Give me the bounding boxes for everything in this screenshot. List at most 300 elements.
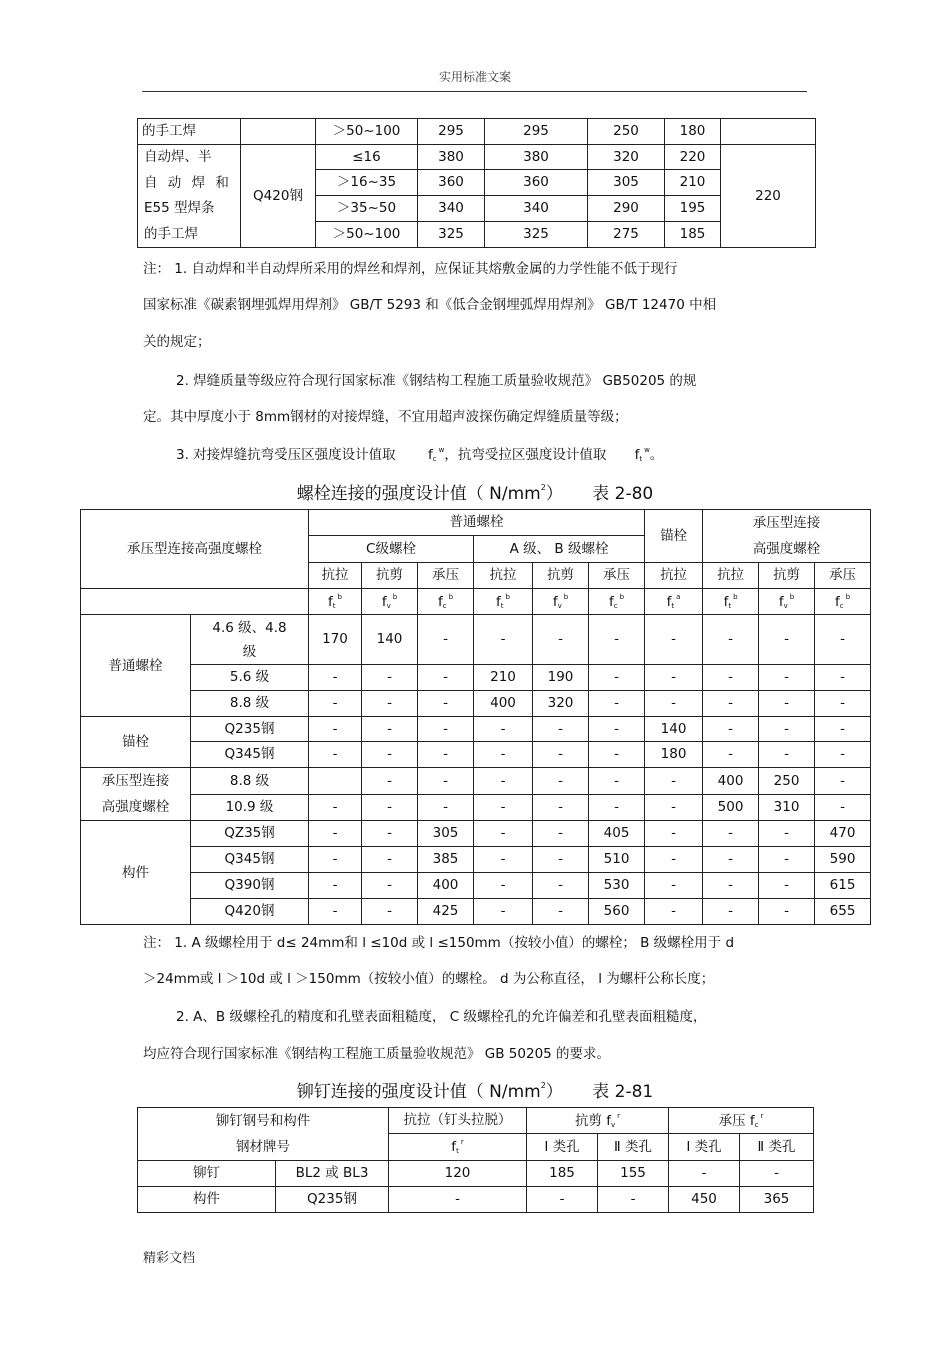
tension-header: 抗拉 — [309, 563, 362, 589]
bolt-value-cell: - — [703, 899, 759, 925]
f-subscript: c — [442, 601, 447, 610]
rivet-shear-header — [527, 1108, 669, 1134]
rivet-bearing-header — [669, 1108, 814, 1134]
f-symbol: f — [778, 593, 784, 610]
f-symbol: f — [437, 593, 443, 610]
bolt-value-cell: 655 — [815, 899, 871, 925]
strength-symbol-cell — [418, 589, 474, 615]
f-subscript: v — [783, 601, 788, 610]
weld-value-cell: 340 — [418, 196, 485, 222]
header-rule — [142, 91, 807, 92]
rivet-bearing-label: 承压 f — [718, 1112, 755, 1129]
rivet-strength-table — [137, 1107, 814, 1213]
bolt-value-cell: 510 — [589, 847, 645, 873]
bolt-value-cell: 180 — [645, 742, 703, 768]
f-superscript: a — [676, 592, 681, 601]
f-subscript: c — [754, 1120, 759, 1129]
weld-method-line: 自 动 焊 和 — [144, 174, 232, 191]
bolt-value-cell: - — [362, 794, 418, 821]
bolt-value-cell: - — [645, 691, 703, 717]
weld-method-group-cell — [138, 145, 241, 248]
bolt-value-cell: - — [362, 873, 418, 899]
bolt-value-cell: - — [703, 665, 759, 691]
bolt-grade-cell: 5.6 级 — [191, 665, 309, 691]
weld-strength-table — [137, 118, 816, 248]
bolt-table-row — [81, 768, 871, 795]
weld-method-cell: 的手工焊 — [138, 119, 241, 145]
bolt-corner-header: 承压型连接高强度螺栓 — [81, 510, 309, 589]
bolt-value-cell: - — [645, 899, 703, 925]
bolt-value-cell: - — [474, 794, 533, 821]
weld-value-cell: 275 — [588, 222, 665, 248]
bolt-value-cell: - — [589, 742, 645, 768]
bolt-value-cell: - — [645, 873, 703, 899]
bolt-table-caption — [0, 479, 950, 504]
strength-symbol-cell — [703, 589, 759, 615]
f-subscript: v — [386, 601, 391, 610]
bolt-caption-sup: 2 — [540, 483, 546, 492]
bolt-value-cell: - — [645, 768, 703, 795]
f-symbol: f — [835, 593, 840, 610]
f-symbol: f — [451, 1139, 457, 1156]
strength-symbol-cell — [474, 589, 533, 615]
bolt-value-cell: - — [533, 768, 589, 795]
bolt-value-cell: - — [362, 768, 418, 795]
bolt-caption-close: ） — [545, 484, 563, 504]
bolt-value-cell: - — [474, 717, 533, 742]
bolt-grade-cell: Q345钢 — [191, 847, 309, 873]
bolt-value-cell: - — [533, 615, 589, 665]
rivet-corner-line: 钢材牌号 — [236, 1139, 290, 1155]
bolt-value-cell: 170 — [309, 615, 362, 665]
weld-note-1a: 注： 1. 自动焊和半自动焊所采用的焊丝和焊剂，应保证其熔敷金属的力学性能不低于现行 — [143, 261, 678, 277]
bolt-table-row — [81, 665, 871, 691]
bolt-value-cell: 140 — [645, 717, 703, 742]
bolt-value-cell: - — [474, 742, 533, 768]
bolt-value-cell: - — [589, 768, 645, 795]
bolt-value-cell: - — [309, 847, 362, 873]
f-superscript: r — [460, 1138, 464, 1147]
weld-value-cell: 340 — [485, 196, 588, 222]
f-subscript: t — [500, 601, 504, 610]
bolt-value-cell: - — [703, 615, 759, 665]
bolt-value-cell: - — [759, 717, 815, 742]
bolt-value-cell: - — [759, 873, 815, 899]
weld-value-cell: 180 — [665, 119, 721, 145]
bolt-group-cell — [81, 717, 191, 768]
bolt-grade-cell: 8.8 级 — [191, 768, 309, 795]
f-subscript: t — [639, 455, 643, 463]
rivet-row-grade: Q235钢 — [276, 1187, 389, 1213]
strength-symbol-cell — [309, 589, 362, 615]
f-symbol: f — [552, 593, 558, 610]
bolt-value-cell: - — [815, 794, 871, 821]
symbol-row — [81, 589, 871, 615]
f-superscript: b — [337, 592, 342, 601]
weld-thickness-cell: ＞16~35 — [316, 170, 418, 196]
f-superscript: r — [617, 1111, 621, 1120]
f-superscript: b — [448, 592, 454, 601]
symbol-row-corner — [81, 589, 309, 615]
bolt-group-label: 承压型连接 — [101, 773, 170, 789]
bolt-value-cell: - — [759, 821, 815, 847]
bolt-value-cell: - — [362, 717, 418, 742]
bearing-header: 承压 — [418, 563, 474, 589]
weld-value-cell: 305 — [588, 170, 665, 196]
rivet-value-cell: - — [527, 1187, 598, 1213]
bolt-note-1a: 注： 1. A 级螺栓用于 d≤ 24mm和 l ≤10d 或 l ≤150mm（按较小值）的螺栓； B 级螺栓用于 d — [143, 935, 735, 951]
rivet-value-cell: 185 — [527, 1161, 598, 1187]
rivet-corner-header — [138, 1108, 389, 1161]
bolt-value-cell: 405 — [589, 821, 645, 847]
tension-header: 抗拉 — [474, 563, 533, 589]
bolt-value-cell: - — [309, 691, 362, 717]
f-superscript: b — [733, 592, 738, 601]
tension-header: 抗拉 — [645, 563, 703, 589]
rivet-tension-symbol — [389, 1133, 527, 1160]
bolt-value-cell: - — [362, 821, 418, 847]
rivet-caption-sup: 2 — [540, 1081, 546, 1090]
shear-header: 抗剪 — [759, 563, 815, 589]
bolt-value-cell: 530 — [589, 873, 645, 899]
bolt-group-cell — [81, 768, 191, 821]
f-symbol: f — [723, 593, 729, 610]
strength-symbol-cell — [759, 589, 815, 615]
f-superscript: w — [644, 446, 650, 454]
bolt-value-cell: - — [309, 821, 362, 847]
bolt-group-label: 高强度螺栓 — [101, 799, 170, 815]
bolt-table-row — [81, 691, 871, 717]
ab-grade-header: A 级、 B 级螺栓 — [474, 535, 645, 562]
bolt-table-row — [81, 873, 871, 899]
bolt-value-cell: 400 — [418, 873, 474, 899]
bolt-table-row — [81, 615, 871, 665]
bolt-value-cell: 560 — [589, 899, 645, 925]
weld-steel-cell — [241, 119, 316, 145]
bearing-header: 承压 — [815, 563, 871, 589]
bolt-strength-table — [80, 509, 871, 925]
bolt-value-cell: 425 — [418, 899, 474, 925]
rivet-value-cell: - — [669, 1161, 740, 1187]
bolt-value-cell: - — [533, 742, 589, 768]
weld-note-1b: 国家标准《碳素钢埋弧焊用焊剂》 GB/T 5293 和《低合金钢埋弧焊用焊剂》 GB/T 12470 中相 — [143, 297, 717, 313]
bolt-group-cell — [81, 615, 191, 717]
bolt-value-cell: 140 — [362, 615, 418, 665]
c-grade-header: C级螺栓 — [309, 535, 474, 562]
bolt-value-cell: - — [418, 615, 474, 665]
f-symbol: f — [381, 593, 387, 610]
bolt-caption-text: 螺栓连接的强度设计值（ N/mm — [296, 484, 541, 504]
bolt-value-cell: - — [815, 691, 871, 717]
bolt-value-cell: - — [418, 794, 474, 821]
bolt-value-cell: - — [418, 717, 474, 742]
bolt-value-cell: - — [309, 742, 362, 768]
bolt-value-cell: 250 — [759, 768, 815, 795]
rivet-row-grade: BL2 或 BL3 — [276, 1161, 389, 1187]
bolt-value-cell: - — [533, 821, 589, 847]
bolt-value-cell: - — [815, 717, 871, 742]
f-subscript: c — [839, 601, 844, 610]
bolt-note-2b: 均应符合现行国家标准《钢结构工程施工质量验收规范》 GB 50205 的要求。 — [143, 1046, 611, 1062]
strength-symbol-cell — [815, 589, 871, 615]
weld-thickness-cell: ≤16 — [316, 145, 418, 170]
f-symbol: f — [608, 593, 614, 610]
weld-value-cell: 325 — [485, 222, 588, 248]
anchor-bolt-header: 锚栓 — [645, 510, 703, 563]
hs-header-line: 承压型连接 — [752, 515, 821, 531]
rivet-value-cell: 155 — [598, 1161, 669, 1187]
f-subscript: t — [332, 601, 336, 610]
bolt-value-cell: - — [362, 742, 418, 768]
bolt-value-cell: 590 — [815, 847, 871, 873]
weld-note-3 — [176, 443, 663, 463]
bolt-grade-cell: QZ35钢 — [191, 821, 309, 847]
hole-class-1-header: Ⅰ 类孔 — [527, 1133, 598, 1160]
bolt-value-cell: - — [815, 665, 871, 691]
weld-thickness-cell: ＞35~50 — [316, 196, 418, 222]
rivet-row-name: 构件 — [138, 1187, 276, 1213]
bearing-header: 承压 — [589, 563, 645, 589]
weld-value-cell: 210 — [665, 170, 721, 196]
bolt-value-cell: - — [418, 691, 474, 717]
rivet-shear-label: 抗剪 f — [574, 1112, 611, 1129]
f-superscript: b — [619, 592, 625, 601]
bolt-value-cell: - — [474, 847, 533, 873]
ordinary-bolt-header: 普通螺栓 — [309, 510, 645, 536]
bolt-value-cell: 320 — [533, 691, 589, 717]
bolt-value-cell: 190 — [533, 665, 589, 691]
weld-method-line: 的手工焊 — [144, 225, 198, 242]
f-superscript: r — [760, 1111, 764, 1120]
bolt-value-cell: - — [533, 717, 589, 742]
bolt-value-cell: - — [645, 847, 703, 873]
f-subscript: c — [432, 455, 437, 463]
rivet-corner-line: 铆钉钢号和构件 — [215, 1113, 311, 1129]
rivet-caption-text: 铆钉连接的强度设计值（ N/mm — [296, 1082, 541, 1102]
rivet-value-cell: - — [598, 1187, 669, 1213]
bolt-value-cell: - — [533, 873, 589, 899]
bolt-table-row — [81, 742, 871, 768]
bolt-value-cell: - — [309, 899, 362, 925]
weld-value-cell: 250 — [588, 119, 665, 145]
f-subscript: t — [456, 1147, 459, 1156]
bolt-value-cell: - — [309, 665, 362, 691]
bolt-grade-cell: Q390钢 — [191, 873, 309, 899]
bolt-value-cell: - — [759, 742, 815, 768]
weld-value-group-cell: 220 — [721, 145, 816, 248]
bolt-table-row — [81, 899, 871, 925]
bolt-value-cell: - — [474, 873, 533, 899]
strength-symbol-cell — [645, 589, 703, 615]
tension-header: 抗拉 — [703, 563, 759, 589]
bolt-table-row — [81, 717, 871, 742]
bolt-value-cell: 305 — [418, 821, 474, 847]
rivet-tension-header: 抗拉（钉头拉脱） — [389, 1108, 527, 1134]
bolt-value-cell: 400 — [474, 691, 533, 717]
bolt-group-label: 普通螺栓 — [108, 657, 163, 674]
bolt-value-cell: - — [645, 794, 703, 821]
bolt-grade-cell: 4.6 级、4.8 级 — [191, 615, 309, 665]
bolt-value-cell: - — [362, 691, 418, 717]
weld-note-3-text: 3. 对接焊缝抗弯受压区强度设计值取 — [176, 447, 396, 463]
weld-note-2b: 定。其中厚度小于 8mm钢材的对接焊缝，不宜用超声波探伤确定焊缝质量等级； — [143, 409, 628, 425]
bolt-value-cell: 210 — [474, 665, 533, 691]
bolt-value-cell: - — [533, 847, 589, 873]
weld-value-cell: 220 — [665, 145, 721, 170]
bolt-value-cell: - — [309, 794, 362, 821]
strength-symbol-cell — [362, 589, 418, 615]
bolt-value-cell: - — [474, 768, 533, 795]
weld-value-cell: 195 — [665, 196, 721, 222]
bolt-value-cell: - — [362, 665, 418, 691]
bolt-value-cell: 400 — [703, 768, 759, 795]
bolt-value-cell: - — [474, 821, 533, 847]
f-superscript: w — [438, 446, 445, 454]
bolt-value-cell: 500 — [703, 794, 759, 821]
bolt-value-cell: - — [589, 794, 645, 821]
bolt-grade-cell: 8.8 级 — [191, 691, 309, 717]
f-symbol: f — [427, 447, 433, 463]
weld-value-cell: 360 — [485, 170, 588, 196]
hole-class-1-header: Ⅰ 类孔 — [669, 1133, 740, 1160]
f-symbol: f — [328, 593, 333, 610]
f-superscript: b — [563, 592, 569, 601]
bolt-value-cell: - — [418, 768, 474, 795]
bolt-value-cell: - — [589, 691, 645, 717]
rivet-caption-number: 表 2-81 — [592, 1082, 654, 1102]
bolt-value-cell: - — [703, 691, 759, 717]
f-symbol: f — [666, 593, 672, 610]
bolt-value-cell: - — [759, 691, 815, 717]
hole-class-2-header: Ⅱ 类孔 — [740, 1133, 814, 1160]
weld-steel-group-cell: Q420钢 — [241, 145, 316, 248]
bolt-group-label: 构件 — [122, 864, 149, 881]
bolt-value-cell: - — [815, 742, 871, 768]
rivet-value-cell: - — [740, 1161, 814, 1187]
f-superscript: b — [505, 592, 510, 601]
bolt-value-cell: - — [362, 847, 418, 873]
bolt-value-cell: - — [533, 899, 589, 925]
bolt-value-cell: - — [589, 615, 645, 665]
bolt-note-1b: ＞24mm或 l ＞10d 或 l ＞150mm（按较小值）的螺栓。 d 为公称直径， l 为螺杆公称长度； — [143, 971, 715, 987]
weld-value-cell — [721, 119, 816, 145]
bolt-table-row — [81, 794, 871, 821]
weld-value-cell: 295 — [418, 119, 485, 145]
bolt-grade-cell: 10.9 级 — [191, 794, 309, 821]
bolt-value-cell: 470 — [815, 821, 871, 847]
bolt-group-label: 锚栓 — [122, 734, 149, 750]
f-subscript: v — [557, 601, 562, 610]
f-subscript: t — [671, 601, 675, 610]
shear-header: 抗剪 — [533, 563, 589, 589]
rivet-value-cell: 450 — [669, 1187, 740, 1213]
bolt-value-cell — [309, 768, 362, 795]
weld-note-1c: 关的规定； — [143, 334, 211, 350]
weld-thickness-cell: ＞50~100 — [316, 222, 418, 248]
f-symbol: f — [496, 593, 501, 610]
rivet-value-cell: 120 — [389, 1161, 527, 1187]
hole-class-2-header: Ⅱ 类孔 — [598, 1133, 669, 1160]
bolt-value-cell: - — [759, 615, 815, 665]
bolt-value-cell: - — [703, 821, 759, 847]
bolt-value-cell: - — [759, 665, 815, 691]
weld-note-3-mid: ，抗弯受拉区强度设计值取 — [444, 447, 607, 463]
bolt-value-cell: 615 — [815, 873, 871, 899]
f-symbol: f — [634, 447, 640, 463]
bolt-value-cell: - — [474, 615, 533, 665]
rivet-value-cell: 365 — [740, 1187, 814, 1213]
weld-note-3-end: 。 — [649, 447, 664, 463]
bolt-value-cell: - — [703, 873, 759, 899]
shear-header: 抗剪 — [362, 563, 418, 589]
bolt-grade-cell: Q345钢 — [191, 742, 309, 768]
weld-method-line: E55 型焊条 — [144, 200, 215, 216]
bolt-value-cell: - — [759, 899, 815, 925]
bolt-value-cell: - — [589, 665, 645, 691]
bolt-caption-number: 表 2-80 — [592, 484, 654, 504]
rivet-table-caption — [0, 1077, 950, 1102]
bolt-value-cell: - — [703, 742, 759, 768]
f-subscript: c — [613, 601, 618, 610]
page-header: 实用标准文案 — [438, 70, 511, 84]
bolt-value-cell: - — [645, 615, 703, 665]
hs-header-line: 高强度螺栓 — [752, 541, 821, 557]
bolt-value-cell: - — [759, 847, 815, 873]
bolt-value-cell: - — [309, 873, 362, 899]
f-superscript: b — [845, 592, 851, 601]
weld-value-cell: 185 — [665, 222, 721, 248]
f-subscript: v — [611, 1120, 616, 1129]
bolt-value-cell: - — [703, 717, 759, 742]
weld-value-cell: 290 — [588, 196, 665, 222]
bolt-value-cell: - — [645, 821, 703, 847]
weld-value-cell: 380 — [418, 145, 485, 170]
f-superscript: b — [392, 592, 398, 601]
bolt-value-cell: - — [533, 794, 589, 821]
weld-value-cell: 360 — [418, 170, 485, 196]
bolt-note-2a: 2. A、B 级螺栓孔的精度和孔壁表面粗糙度， C 级螺栓孔的允许偏差和孔壁表面粗糙度， — [176, 1009, 707, 1025]
bolt-table-row — [81, 847, 871, 873]
rivet-row-name: 铆钉 — [138, 1161, 276, 1187]
rivet-caption-close: ） — [545, 1082, 563, 1102]
bolt-value-cell: - — [309, 717, 362, 742]
bolt-value-cell: - — [418, 665, 474, 691]
bolt-value-cell: - — [703, 847, 759, 873]
weld-value-cell: 320 — [588, 145, 665, 170]
f-superscript: b — [789, 592, 795, 601]
high-strength-bolt-header — [703, 510, 871, 563]
strength-symbol-cell — [533, 589, 589, 615]
bolt-value-cell: - — [815, 615, 871, 665]
strength-symbol-cell — [589, 589, 645, 615]
bolt-table-row — [81, 821, 871, 847]
weld-thickness-cell: ＞50~100 — [316, 119, 418, 145]
weld-value-cell: 380 — [485, 145, 588, 170]
bolt-value-cell: - — [815, 768, 871, 795]
bolt-grade-cell: Q420钢 — [191, 899, 309, 925]
rivet-value-cell: - — [389, 1187, 527, 1213]
page-footer: 精彩文档 — [143, 1251, 196, 1266]
bolt-value-cell: - — [589, 717, 645, 742]
bolt-value-cell: - — [362, 899, 418, 925]
bolt-value-cell: 385 — [418, 847, 474, 873]
weld-value-cell: 295 — [485, 119, 588, 145]
bolt-group-cell — [81, 821, 191, 925]
bolt-value-cell: - — [474, 899, 533, 925]
bolt-value-cell: - — [418, 742, 474, 768]
bolt-value-cell: 310 — [759, 794, 815, 821]
bolt-grade-cell: Q235钢 — [191, 717, 309, 742]
